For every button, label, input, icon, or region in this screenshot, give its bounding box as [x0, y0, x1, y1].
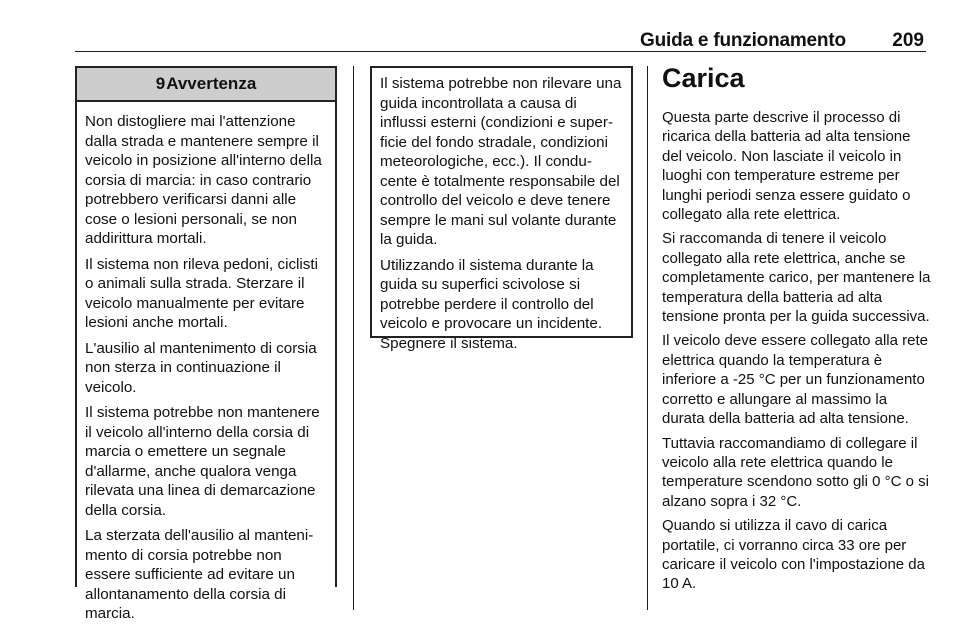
warning-body — [77, 102, 335, 624]
warning-box — [75, 66, 337, 622]
warning-box-continued — [370, 66, 633, 352]
section-paragraph: Tuttavia raccomandiamo di collegare il veicolo alla rete elettrica quando le temperature scendono sotto gli 0 °C o si alzano sopra i 32 °C. — [662, 434, 929, 510]
page-number: 209 — [892, 30, 924, 51]
column-divider-right — [647, 66, 648, 610]
section-paragraph: Questa parte descrive il processo di ricarica della batteria ad alta tensione del veicolo. Non lasciate il veicolo in luoghi con temperature estreme per lunghi periodi senza essere guidato o collegato alla rete elettrica. — [662, 109, 911, 224]
section-paragraph: Quando si utilizza il cavo di carica portatile, ci vorranno circa 33 ore per caricare il veicolo con l'impostazione da 10 A. — [662, 517, 925, 593]
header-rule — [75, 51, 926, 52]
warning-continued-paragraph: Il sistema potrebbe non rilevare una guida incontrollata a causa di influssi esterni (condizioni e superficie del fondo stradale, condizioni meteorologiche, ecc.). Il conducente è totalmente responsabile del controllo del veicolo e deve tenere sempre le mani sul volante durante la guida. — [380, 75, 622, 248]
warning-paragraph: La sterzata dell'ausilio al mantenimento di corsia potrebbe non essere sufficiente ad evitare un allontanamento della corsia di marcia. — [85, 527, 314, 622]
warning-icon: 9 — [155, 74, 166, 93]
column-divider-left — [353, 66, 354, 610]
warning-header — [77, 68, 335, 102]
warning-paragraph: L'ausilio al mantenimento di corsia non sterza in continuazione il veicolo. — [85, 339, 317, 396]
warning-continued-paragraph: Utilizzando il sistema durante la guida su superfici scivolose si potrebbe perdere il controllo del veicolo e provocare un incidente. Spegnere il sistema. — [380, 256, 603, 352]
warning-paragraph: Il sistema potrebbe non mantenere il veicolo all'interno della corsia di marcia o emettere un segnale d'allarme, anche qualora venga rilevata una linea di demarcazione della corsia. — [85, 404, 320, 519]
warning-paragraph: Non distogliere mai l'attenzione dalla strada e mantenere sempre il veicolo in posizione all'interno della corsia di marcia: in caso contrario potrebbero verificarsi danni alle cose o lesioni personali, se non addirittura mortali. — [85, 113, 322, 247]
section-title: Carica — [662, 63, 745, 93]
running-header-title: Guida e funzionamento — [640, 30, 846, 51]
warning-title: Avvertenza — [166, 74, 257, 93]
charging-section — [662, 62, 932, 599]
section-paragraph: Si raccomanda di tenere il veicolo collegato alla rete elettrica, anche se completamente carico, per mantenere la temperatura della batteria ad alta tensione pronta per la guida successiva. — [662, 230, 931, 326]
section-paragraph: Il veicolo deve essere collegato alla rete elettrica quando la temperatura è inferiore a -25 °C per un funzionamento corretto e allungare al massimo la durata della batteria ad alta tensione. — [662, 332, 928, 428]
warning-paragraph: Il sistema non rileva pedoni, ciclisti o animali sulla strada. Sterzare il veicolo manualmente per evitare lesioni anche mortali. — [85, 255, 318, 331]
